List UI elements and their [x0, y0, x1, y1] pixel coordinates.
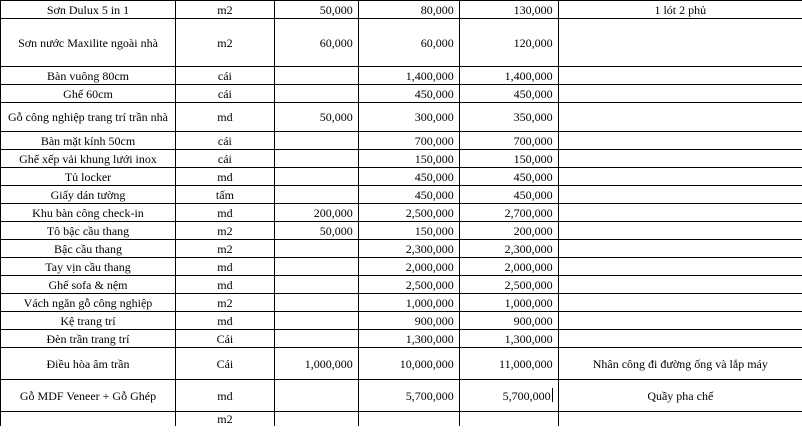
table-row	[1, 240, 802, 258]
total-cost-cell[interactable]	[459, 258, 558, 276]
material-cost-cell-text: 60,000	[420, 35, 454, 50]
labor-cost-cell-text: 50,000	[319, 110, 353, 124]
material-cost-cell-text: 150,000	[414, 151, 454, 166]
item-name-cell[interactable]	[1, 132, 176, 150]
unit-cell[interactable]	[175, 412, 274, 427]
table-body	[1, 1, 802, 427]
total-cost-cell[interactable]	[459, 240, 558, 258]
material-cost-cell-text: 700,000	[414, 133, 454, 148]
item-name-cell[interactable]	[1, 348, 176, 380]
table-row	[1, 276, 802, 294]
total-cost-cell-text: 1,400,000	[504, 68, 553, 83]
total-cost-cell-text: 130,000	[513, 2, 553, 17]
item-name-cell-text: Giấy dán tường	[50, 187, 126, 202]
note-cell-text: Nhân công đi đường ống và lắp máy	[592, 356, 768, 371]
unit-cell[interactable]	[175, 132, 274, 150]
total-cost-cell-text: 2,700,000	[504, 205, 553, 220]
labor-cost-cell[interactable]	[274, 168, 358, 186]
note-cell[interactable]	[558, 19, 802, 67]
total-cost-cell-text: 11,000,000	[499, 356, 553, 371]
table-row	[1, 103, 802, 132]
unit-cell-text: md	[217, 259, 233, 274]
material-cost-cell-text: 150,000	[414, 223, 454, 238]
labor-cost-cell[interactable]	[274, 330, 358, 348]
note-cell[interactable]	[558, 186, 802, 204]
table-row	[1, 150, 802, 168]
total-cost-cell-text: 450,000	[513, 187, 553, 202]
total-cost-cell[interactable]	[459, 330, 558, 348]
total-cost-cell[interactable]	[459, 168, 558, 186]
note-cell[interactable]	[558, 380, 802, 412]
total-cost-cell[interactable]	[459, 294, 558, 312]
unit-cell-text: m2	[217, 295, 233, 310]
unit-cell[interactable]	[175, 186, 274, 204]
unit-cell-text: md	[217, 110, 233, 124]
unit-cell[interactable]	[175, 168, 274, 186]
material-cost-cell[interactable]	[358, 103, 459, 132]
item-name-cell[interactable]	[1, 204, 176, 222]
item-name-cell[interactable]	[1, 240, 176, 258]
material-cost-cell-text: 10,000,000	[399, 356, 454, 371]
total-cost-cell[interactable]	[459, 348, 558, 380]
unit-cell-text: md	[217, 388, 233, 403]
unit-cell[interactable]	[175, 276, 274, 294]
total-cost-cell[interactable]	[459, 85, 558, 103]
item-name-cell-text: Kệ trang trí	[60, 313, 116, 328]
note-cell[interactable]	[558, 204, 802, 222]
labor-cost-cell-text: 1,000,000	[304, 356, 353, 371]
material-cost-cell-text: 450,000	[414, 86, 454, 101]
total-cost-cell[interactable]	[459, 412, 558, 427]
table-row	[1, 412, 802, 427]
note-cell[interactable]	[558, 103, 802, 132]
table-row	[1, 67, 802, 85]
material-cost-cell-text: 2,500,000	[405, 205, 454, 220]
labor-cost-cell[interactable]	[274, 258, 358, 276]
labor-cost-cell[interactable]	[274, 85, 358, 103]
material-cost-cell[interactable]	[358, 132, 459, 150]
unit-cell[interactable]	[175, 85, 274, 103]
note-cell[interactable]	[558, 330, 802, 348]
table-row	[1, 222, 802, 240]
item-name-cell[interactable]	[1, 186, 176, 204]
labor-cost-cell[interactable]	[274, 150, 358, 168]
note-cell[interactable]	[558, 294, 802, 312]
total-cost-cell[interactable]	[459, 186, 558, 204]
unit-cell[interactable]	[175, 258, 274, 276]
total-cost-cell[interactable]	[459, 204, 558, 222]
material-cost-cell-text: 450,000	[414, 169, 454, 184]
labor-cost-cell[interactable]	[274, 204, 358, 222]
table-row	[1, 1, 802, 19]
material-cost-cell[interactable]	[358, 1, 459, 19]
material-cost-cell-text: 2,500,000	[405, 277, 454, 292]
total-cost-cell-text: 1,300,000	[504, 331, 553, 346]
total-cost-cell-text: 120,000	[513, 35, 553, 50]
unit-cell-text: Cái	[216, 331, 234, 346]
unit-cell[interactable]	[175, 312, 274, 330]
total-cost-cell-text: 700,000	[513, 133, 553, 148]
material-cost-cell[interactable]	[358, 67, 459, 85]
labor-cost-cell[interactable]	[274, 276, 358, 294]
unit-cell-text: m2	[217, 223, 233, 238]
material-cost-cell[interactable]	[358, 150, 459, 168]
note-cell[interactable]	[558, 240, 802, 258]
item-name-cell-text: Bàn vuông 80cm	[46, 68, 129, 83]
note-cell[interactable]	[558, 150, 802, 168]
table-row	[1, 294, 802, 312]
unit-cell-text: cái	[217, 68, 232, 83]
item-name-cell[interactable]	[1, 294, 176, 312]
item-name-cell[interactable]	[1, 380, 176, 412]
labor-cost-cell[interactable]	[274, 19, 358, 67]
total-cost-cell[interactable]	[459, 150, 558, 168]
total-cost-cell[interactable]	[459, 276, 558, 294]
material-cost-cell-text: 2,300,000	[405, 241, 454, 256]
labor-cost-cell-text: 200,000	[313, 205, 353, 220]
unit-cell-text: Cái	[216, 356, 234, 371]
unit-cell[interactable]	[175, 67, 274, 85]
unit-cell-text: m2	[217, 35, 233, 50]
material-cost-cell[interactable]	[358, 186, 459, 204]
note-cell-text: Quầy pha chế	[647, 388, 714, 403]
material-cost-cell-text: 450,000	[414, 187, 454, 202]
unit-cell[interactable]	[175, 348, 274, 380]
material-cost-cell[interactable]	[358, 258, 459, 276]
material-cost-cell[interactable]	[358, 85, 459, 103]
total-cost-cell-text: 150,000	[513, 151, 553, 166]
unit-cell[interactable]	[175, 150, 274, 168]
unit-cell[interactable]	[175, 103, 274, 132]
table-row	[1, 380, 802, 412]
material-cost-cell[interactable]	[358, 204, 459, 222]
item-name-cell-text: Đèn trần trang trí	[46, 331, 130, 346]
unit-cell[interactable]	[175, 204, 274, 222]
unit-cell[interactable]	[175, 19, 274, 67]
note-cell[interactable]	[558, 348, 802, 380]
note-cell[interactable]	[558, 412, 802, 427]
item-name-cell[interactable]	[1, 258, 176, 276]
item-name-cell-text: Vách ngăn gỗ công nghiệp	[23, 295, 153, 310]
material-cost-cell[interactable]	[358, 294, 459, 312]
note-cell-text: 1 lót 2 phủ	[654, 2, 707, 17]
total-cost-cell-text: 2,500,000	[504, 277, 553, 292]
note-cell[interactable]	[558, 258, 802, 276]
material-cost-cell[interactable]	[358, 348, 459, 380]
item-name-cell[interactable]	[1, 276, 176, 294]
material-cost-cell[interactable]	[358, 222, 459, 240]
table-row	[1, 330, 802, 348]
total-cost-cell[interactable]	[459, 103, 558, 132]
item-name-cell[interactable]	[1, 85, 176, 103]
table-row	[1, 258, 802, 276]
material-cost-cell-text: 1,300,000	[405, 331, 454, 346]
item-name-cell-text: Gỗ công nghiệp trang trí trần nhà	[8, 110, 168, 124]
item-name-cell-text: Ghế sofa & nệm	[48, 277, 128, 292]
unit-cell-text: m2	[217, 2, 233, 17]
note-cell[interactable]	[558, 312, 802, 330]
note-cell[interactable]	[558, 85, 802, 103]
item-name-cell-text: Gỗ MDF Veneer + Gỗ Ghép	[19, 388, 157, 403]
note-cell[interactable]	[558, 276, 802, 294]
unit-cell-text: cái	[217, 151, 232, 166]
material-cost-cell[interactable]	[358, 380, 459, 412]
unit-cell-text: m2	[217, 241, 233, 256]
table-row	[1, 348, 802, 380]
total-cost-cell[interactable]	[459, 1, 558, 19]
table-row	[1, 186, 802, 204]
unit-cell-text: cái	[217, 86, 232, 101]
total-cost-cell-text: 450,000	[513, 169, 553, 184]
labor-cost-cell[interactable]	[274, 186, 358, 204]
unit-cell[interactable]	[175, 222, 274, 240]
item-name-cell[interactable]	[1, 103, 176, 132]
labor-cost-cell[interactable]	[274, 132, 358, 150]
item-name-cell-text: Bàn mặt kính 50cm	[40, 133, 136, 148]
unit-cell[interactable]	[175, 330, 274, 348]
labor-cost-cell[interactable]	[274, 1, 358, 19]
item-name-cell[interactable]	[1, 168, 176, 186]
unit-cell-text: md	[217, 205, 233, 220]
item-name-cell-text: Tủ locker	[64, 169, 112, 184]
item-name-cell-text: Bậc cầu thang	[54, 241, 122, 256]
total-cost-cell-text: 450,000	[513, 86, 553, 101]
item-name-cell-text: Sơn Dulux 5 in 1	[46, 2, 130, 17]
labor-cost-cell[interactable]	[274, 67, 358, 85]
total-cost-cell[interactable]	[459, 312, 558, 330]
unit-cell[interactable]	[175, 380, 274, 412]
labor-cost-cell-text: 50,000	[319, 223, 353, 238]
item-name-cell-text: Sơn nước Maxilite ngoài nhà	[18, 35, 158, 50]
total-cost-cell-text: 5,700,000	[502, 389, 551, 403]
labor-cost-cell[interactable]	[274, 240, 358, 258]
item-name-cell-text: Điều hòa âm trần	[46, 356, 130, 371]
material-cost-cell[interactable]	[358, 168, 459, 186]
item-name-cell[interactable]	[1, 222, 176, 240]
material-cost-cell-text: 300,000	[414, 110, 454, 124]
table-row	[1, 19, 802, 67]
item-name-cell[interactable]	[1, 19, 176, 67]
unit-cell[interactable]	[175, 240, 274, 258]
total-cost-cell-text: 900,000	[513, 313, 553, 328]
note-cell[interactable]	[558, 168, 802, 186]
material-cost-cell[interactable]	[358, 276, 459, 294]
item-name-cell[interactable]	[1, 312, 176, 330]
unit-cell-text: m2	[217, 412, 233, 426]
item-name-cell[interactable]	[1, 150, 176, 168]
labor-cost-cell[interactable]	[274, 380, 358, 412]
item-name-cell-text: Tô bậc cầu thang	[46, 223, 130, 238]
total-cost-cell[interactable]	[459, 132, 558, 150]
note-cell[interactable]	[558, 67, 802, 85]
table-row	[1, 168, 802, 186]
item-name-cell[interactable]	[1, 1, 176, 19]
material-cost-cell-text: 80,000	[420, 2, 454, 17]
material-cost-cell-text: 900,000	[414, 313, 454, 328]
labor-cost-cell[interactable]	[274, 103, 358, 132]
labor-cost-cell[interactable]	[274, 412, 358, 427]
note-cell[interactable]	[558, 1, 802, 19]
labor-cost-cell[interactable]	[274, 312, 358, 330]
total-cost-cell[interactable]	[459, 19, 558, 67]
total-cost-cell-text: 2,300,000	[504, 241, 553, 256]
unit-cell-text: tấm	[215, 187, 234, 202]
unit-cell-text: md	[217, 277, 233, 292]
table-row	[1, 132, 802, 150]
material-cost-cell[interactable]	[358, 312, 459, 330]
total-cost-cell-text: 2,000,000	[504, 259, 553, 274]
item-name-cell-text: Khu bàn công check-in	[32, 205, 144, 220]
material-cost-cell[interactable]	[358, 412, 459, 427]
material-cost-cell[interactable]	[358, 240, 459, 258]
item-name-cell[interactable]	[1, 330, 176, 348]
unit-cell-text: md	[217, 313, 233, 328]
unit-cell[interactable]	[175, 294, 274, 312]
material-cost-cell[interactable]	[358, 330, 459, 348]
table-row	[1, 85, 802, 103]
labor-cost-cell-text: 50,000	[319, 2, 353, 17]
labor-cost-cell[interactable]	[274, 348, 358, 380]
unit-cell-text: cái	[217, 133, 232, 148]
total-cost-cell-text: 200,000	[513, 223, 553, 238]
total-cost-cell-text: 1,000,000	[504, 295, 553, 310]
unit-cell-text: md	[217, 169, 233, 184]
labor-cost-cell-text: 60,000	[319, 35, 353, 50]
labor-cost-cell[interactable]	[274, 222, 358, 240]
material-cost-cell-text: 1,000,000	[405, 295, 454, 310]
item-name-cell[interactable]	[1, 67, 176, 85]
total-cost-cell[interactable]	[459, 222, 558, 240]
material-cost-cell-text: 2,000,000	[405, 259, 454, 274]
table-row	[1, 312, 802, 330]
item-name-cell-text: Ghế 60cm	[63, 86, 113, 101]
note-cell[interactable]	[558, 132, 802, 150]
total-cost-cell[interactable]	[459, 380, 558, 412]
unit-cell[interactable]	[175, 1, 274, 19]
total-cost-cell-text: 350,000	[513, 110, 553, 124]
material-cost-cell-text: 5,700,000	[405, 388, 454, 403]
material-cost-cell-text: 1,400,000	[405, 68, 454, 83]
note-cell[interactable]	[558, 222, 802, 240]
item-name-cell-text: Ghế xếp vải khung lưới inox	[19, 151, 157, 166]
item-name-cell[interactable]	[1, 412, 176, 427]
labor-cost-cell[interactable]	[274, 294, 358, 312]
total-cost-cell[interactable]	[459, 67, 558, 85]
item-name-cell-text: Tay vịn cầu thang	[45, 259, 131, 274]
text-cursor	[552, 388, 553, 402]
material-cost-cell[interactable]	[358, 19, 459, 67]
table-row	[1, 204, 802, 222]
